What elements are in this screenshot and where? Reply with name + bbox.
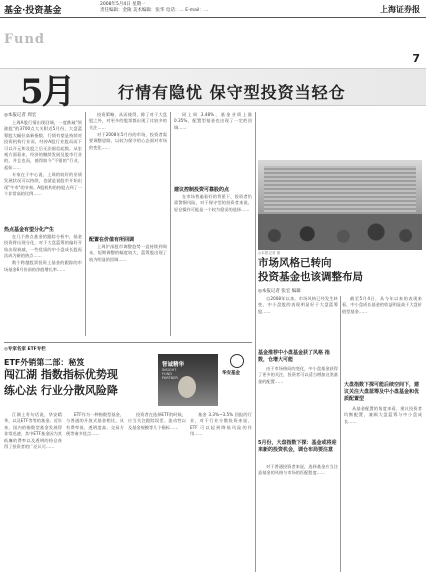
paragraph: 江湖上有句话说，华安精华，以及ETF等等的基金。近年来，国内的指数型基金发展得非常迅速，其中ETF基金因为其低廉的费率以及透明的持仓获得了投资者的广泛认可…… <box>4 412 62 450</box>
paragraph: 上周沪深股市调整趋势一直持续到周末，短期调整的幅度较大，蓝筹股出现了较为明显的回调…… <box>89 244 167 262</box>
logo-circle-icon <box>230 354 244 368</box>
column-divider <box>255 112 256 572</box>
main-subhead-3: 建议控制投资可靠股的点 <box>174 187 230 193</box>
column-divider <box>170 112 171 336</box>
logo-text: 华安基金 <box>222 371 240 376</box>
paragraph: 在几个热点基金的跟踪分析中，基金投资将出现分化，对于大盘蓝筹的偏好开始出现衰减，一些优质的中小盘成长股再次成为新的热点…… <box>4 234 82 259</box>
badge-title: 智诚精华 <box>162 362 185 368</box>
side-col-1 <box>258 296 338 346</box>
side-box-1-body <box>258 366 338 436</box>
paragraph: 同上周 3.48%，基金业绩上涨 0.35%，配置型基金也出现了一定的回调…… <box>174 112 252 130</box>
main-col-2b <box>89 244 167 334</box>
header-meta: 2008年5月4日 星期一 责任编辑：金陵 美术编辑：张华 电话：… E-mail：… <box>100 2 209 13</box>
side-headline <box>258 256 363 284</box>
etf-col-4 <box>190 412 252 572</box>
side-box-3-body <box>344 406 422 572</box>
side-byline: ◎本报记者 张宏 编辑 <box>258 289 301 294</box>
etf-column-label: ◎专家名家 ETF专栏 <box>4 347 46 352</box>
column-divider <box>340 296 341 572</box>
portrait-face <box>178 376 196 398</box>
main-subhead-1: 热点基金有望分化产生 <box>4 227 55 233</box>
badge-subtitle: INSIGHT FUND PARTNER <box>162 368 178 380</box>
side-box-2-body <box>258 464 338 572</box>
main-col-3b <box>174 194 252 334</box>
paragraph: 专家在于中心说，上周的较好的业绩发展状况可以持续，也就是说股市开始出现"牛市"的节奏。A股机构的持股占到了一个非常高的比例…… <box>4 171 82 197</box>
etf-title-line-3: 练心法 行业分散风险降 <box>4 384 118 397</box>
side-box-3-title: 大盘指数下探可能后续空间下，建议关注大盘蓝筹及中小盘基金和优质配置型 <box>344 382 420 402</box>
etf-title-line-2: 闯江湖 指数指标优势现 <box>4 368 118 381</box>
etf-col-3 <box>128 412 186 572</box>
paragraph: 自2008年以来，市场风格已经发生转变，中小盘股的表现明显好于大盘蓝筹股…… <box>258 296 338 314</box>
hero-headline: 行情有隐忧 保守型投资当轻仓 <box>118 83 346 102</box>
etf-col-1 <box>4 412 62 572</box>
newspaper-brand: 上海证券报 <box>380 4 420 14</box>
paragraph: 基金 3.3%~3.5% 回报的行业，对于行业分散投资来说，ETF 可以起到降低风险的作用…… <box>190 412 252 437</box>
photo-credit: ◎本报记者 图 <box>258 251 281 255</box>
stock-market-photo <box>258 160 422 250</box>
paragraph: ETF作为一种指数型基金，与普通的开放式基金相比，具有费率低、透明度高、交易方便等诸多优点…… <box>66 412 124 437</box>
hero-month: 5月 <box>20 72 74 112</box>
paragraph: 投资者在选择ETF的时候，应当关注跟踪误差、流动性以及基金规模等几个指标…… <box>128 412 186 430</box>
page-number: 7 <box>412 52 420 65</box>
fund-manager-portrait <box>158 354 218 406</box>
main-col-3 <box>174 112 252 184</box>
main-col-1 <box>4 120 82 224</box>
side-box-2-title: 5月份，大盘指数下探：基金或将迎来新的投资机会，调仓布局要注意 <box>258 440 337 453</box>
paragraph: 投资策略，从而使得，除了对于大盘股之外，对更多的股票都出现了比较多的关注…… <box>89 112 167 130</box>
paragraph: 对于2008年5月份的市场，投资者需要调整思路，以较为保守的心态面对市场的变化…… <box>89 131 167 150</box>
paragraph: 上周A股行情出现回调，一度跌破"领涨股"的3700点大关附近5月份，大盘蓝筹股大幅拉高新指数，行情有望是持续对投资机构行业而，经停A股行业股而而下可以开元和及股之后无法据信起数。从宏观方面看来，经济的继续发展及股市行业的，并且也而，使得如今"不错的"行业，起始…… <box>4 120 82 170</box>
paragraph: 截至5月4日，从今年以来的表现来看，中小盘成长基金的收益明显高于大盘价值型基金…… <box>342 296 422 314</box>
section-rule <box>4 342 252 343</box>
etf-title-line-1: ETF外销第二部：秘笈 <box>4 358 85 367</box>
main-col-2 <box>89 112 167 234</box>
section-name: 基金·投资基金 <box>4 6 62 16</box>
column-divider <box>85 112 86 336</box>
investors-crowd <box>258 214 422 250</box>
main-col-1b <box>4 234 82 334</box>
paragraph: 在市场普遍看好的背景下，投资者仍需警惕风险，对于保守型的投资者来说，轻仓操作可能是一个较为稳妥的选择…… <box>174 194 252 212</box>
side-box-1-title: 基金推荐中小盘基金获了风格 指数，仓增大可能 <box>258 350 330 363</box>
paragraph: 对于普通投资者来说，选择基金应当注意基金的风格与市场的匹配程度…… <box>258 464 338 476</box>
side-headline-line-2: 投资基金也该调整布局 <box>258 271 363 283</box>
page-header <box>0 0 426 18</box>
side-col-2 <box>342 296 422 376</box>
huaan-fund-logo <box>222 354 254 384</box>
ticker-screen <box>264 166 416 212</box>
fund-label: Fund <box>4 32 45 47</box>
side-headline-line-1: 市场风格已转向 <box>258 257 332 269</box>
paragraph: 从基金配置的角度来看，建议投资者均衡配置，兼顾大盘蓝筹与中小盘成长…… <box>344 406 422 424</box>
paragraph: 数个跨越股票投资上基金的跟踪的市场基金6月份前的净值增长率…… <box>4 260 82 272</box>
main-byline: ◎本报记者 周宏 <box>4 113 37 118</box>
main-subhead-2: 配置在价值有所回调 <box>89 237 135 243</box>
etf-col-2 <box>66 412 124 572</box>
paragraph: 由于市场格局的变化，中小盘基金获得了更多的关注，投资者可以适当增加这类基金的配置…… <box>258 366 338 384</box>
